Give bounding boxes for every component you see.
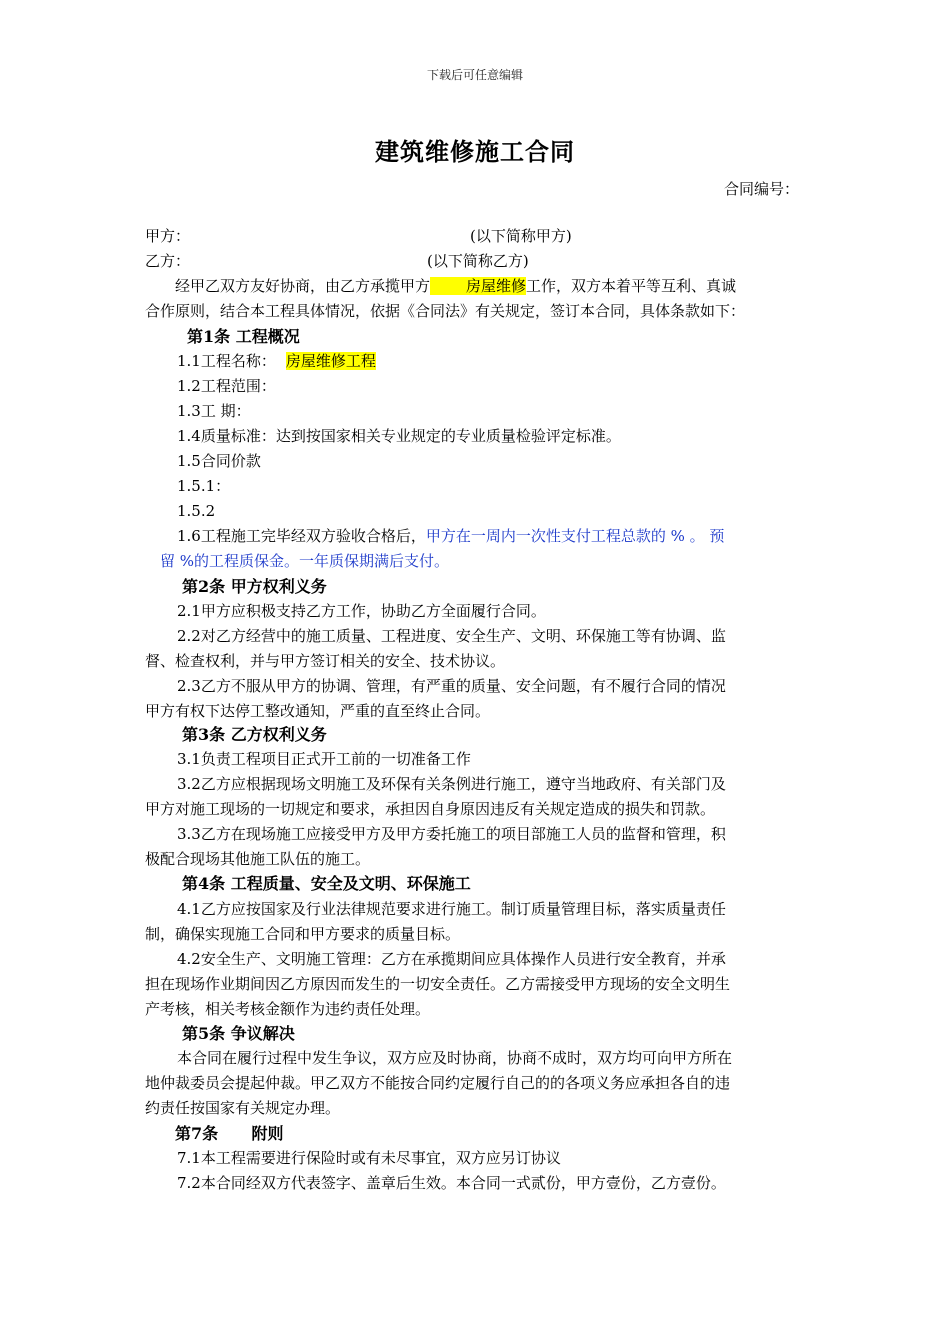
item-3-3-line-2: 极配合现场其他施工队伍的施工。 bbox=[145, 850, 371, 868]
header-note: 下载后可任意编辑 bbox=[426, 68, 523, 82]
item-1-5: 1.5合同价款 bbox=[177, 452, 261, 470]
item-1-5-1: 1.5.1： bbox=[177, 477, 231, 495]
item-1-1-label: 1.1工程名称： bbox=[177, 352, 276, 370]
item-2-3-line-2: 甲方有权下达停工整改通知，严重的直至终止合同。 bbox=[145, 702, 491, 720]
article-2-heading: 第2条 甲方权利义务 bbox=[182, 577, 327, 596]
item-4-1-line-2: 制，确保实现施工合同和甲方要求的质量目标。 bbox=[145, 925, 461, 943]
party-b-label: 乙方： bbox=[145, 252, 191, 270]
item-3-2-line-2: 甲方对施工现场的一切规定和要求，承担因自身原因违反有关规定造成的损失和罚款。 bbox=[145, 800, 716, 818]
article-7-heading: 第7条 附则 bbox=[175, 1124, 284, 1143]
party-a-alias: (以下简称甲方) bbox=[470, 227, 572, 245]
item-1-1 bbox=[177, 349, 376, 374]
intro-line-1 bbox=[175, 274, 736, 299]
item-1-6-text: 1.6工程施工完毕经双方验收合格后， bbox=[177, 527, 426, 545]
article-5-line-3: 约责任按国家有关规定办理。 bbox=[145, 1099, 341, 1117]
document-title: 建筑维修施工合同 bbox=[375, 137, 575, 166]
article-4-heading: 第4条 工程质量、安全及文明、环保施工 bbox=[182, 874, 471, 893]
intro-text-1: 经甲乙双方友好协商，由乙方承揽甲方 bbox=[175, 277, 431, 295]
project-name-highlight: 房屋维修工程 bbox=[285, 352, 376, 370]
item-1-6-line-1 bbox=[177, 524, 724, 549]
intro-highlight bbox=[430, 277, 526, 295]
item-1-3: 1.3工 期： bbox=[177, 402, 251, 420]
article-5-line-2: 地仲裁委员会提起仲裁。甲乙双方不能按合同约定履行自己的的各项义务应承担各自的违 bbox=[145, 1074, 731, 1092]
party-a-label: 甲方： bbox=[145, 227, 191, 245]
item-1-4: 1.4质量标准：达到按国家相关专业规定的专业质量检验评定标准。 bbox=[177, 427, 621, 445]
item-4-2-line-1: 4.2安全生产、文明施工管理：乙方在承揽期间应具体操作人员进行安全教育，并承 bbox=[177, 950, 726, 968]
item-4-2-line-3: 产考核，相关考核金额作为违约责任处理。 bbox=[145, 1000, 431, 1018]
item-2-2-line-2: 督、检查权利，并与甲方签订相关的安全、技术协议。 bbox=[145, 652, 506, 670]
item-3-2-line-1: 3.2乙方应根据现场文明施工及环保有关条例进行施工，遵守当地政府、有关部门及 bbox=[177, 775, 726, 793]
article-1-heading: 第1条 工程概况 bbox=[187, 327, 300, 346]
item-4-1-line-1: 4.1乙方应按国家及行业法律规范要求进行施工。制订质量管理目标，落实质量责任 bbox=[177, 900, 726, 918]
intro-line-2: 合作原则，结合本工程具体情况，依据《合同法》有关规定，签订本合同，具体条款如下： bbox=[145, 302, 746, 320]
party-b-alias: (以下简称乙方) bbox=[427, 252, 529, 270]
item-2-1: 2.1甲方应积极支持乙方工作，协助乙方全面履行合同。 bbox=[177, 602, 546, 620]
item-1-6-line-2: 留 %的工程质保金。一年质保期满后支付。 bbox=[160, 552, 450, 570]
item-4-2-line-2: 担在现场作业期间因乙方原因而发生的一切安全责任。乙方需接受甲方现场的安全文明生 bbox=[145, 975, 731, 993]
item-2-2-line-1: 2.2对乙方经营中的施工质量、工程进度、安全生产、文明、环保施工等有协调、监 bbox=[177, 627, 726, 645]
article-5-line-1: 本合同在履行过程中发生争议，双方应及时协商，协商不成时，双方均可向甲方所在 bbox=[177, 1049, 733, 1067]
item-1-6-payment-text: 甲方在一周内一次性支付工程总款的 % 。 预 bbox=[425, 527, 725, 545]
contract-number-label: 合同编号： bbox=[724, 180, 800, 198]
intro-highlight-text: 房屋维修 bbox=[466, 277, 527, 295]
intro-text-2: 工作，双方本着平等互利、真诚 bbox=[526, 277, 737, 295]
item-1-2: 1.2工程范围： bbox=[177, 377, 276, 395]
item-2-3-line-1: 2.3乙方不服从甲方的协调、管理，有严重的质量、安全问题，有不履行合同的情况 bbox=[177, 677, 726, 695]
article-5-heading: 第5条 争议解决 bbox=[182, 1024, 295, 1043]
item-3-3-line-1: 3.3乙方在现场施工应接受甲方及甲方委托施工的项目部施工人员的监督和管理，积 bbox=[177, 825, 726, 843]
item-7-1: 7.1本工程需要进行保险时或有未尽事宜，双方应另订协议 bbox=[177, 1149, 561, 1167]
item-1-5-2: 1.5.2 bbox=[177, 502, 216, 520]
article-3-heading: 第3条 乙方权利义务 bbox=[182, 725, 327, 744]
item-3-1: 3.1负责工程项目正式开工前的一切准备工作 bbox=[177, 750, 471, 768]
item-7-2: 7.2本合同经双方代表签字、盖章后生效。本合同一式贰份，甲方壹份，乙方壹份。 bbox=[177, 1174, 726, 1192]
